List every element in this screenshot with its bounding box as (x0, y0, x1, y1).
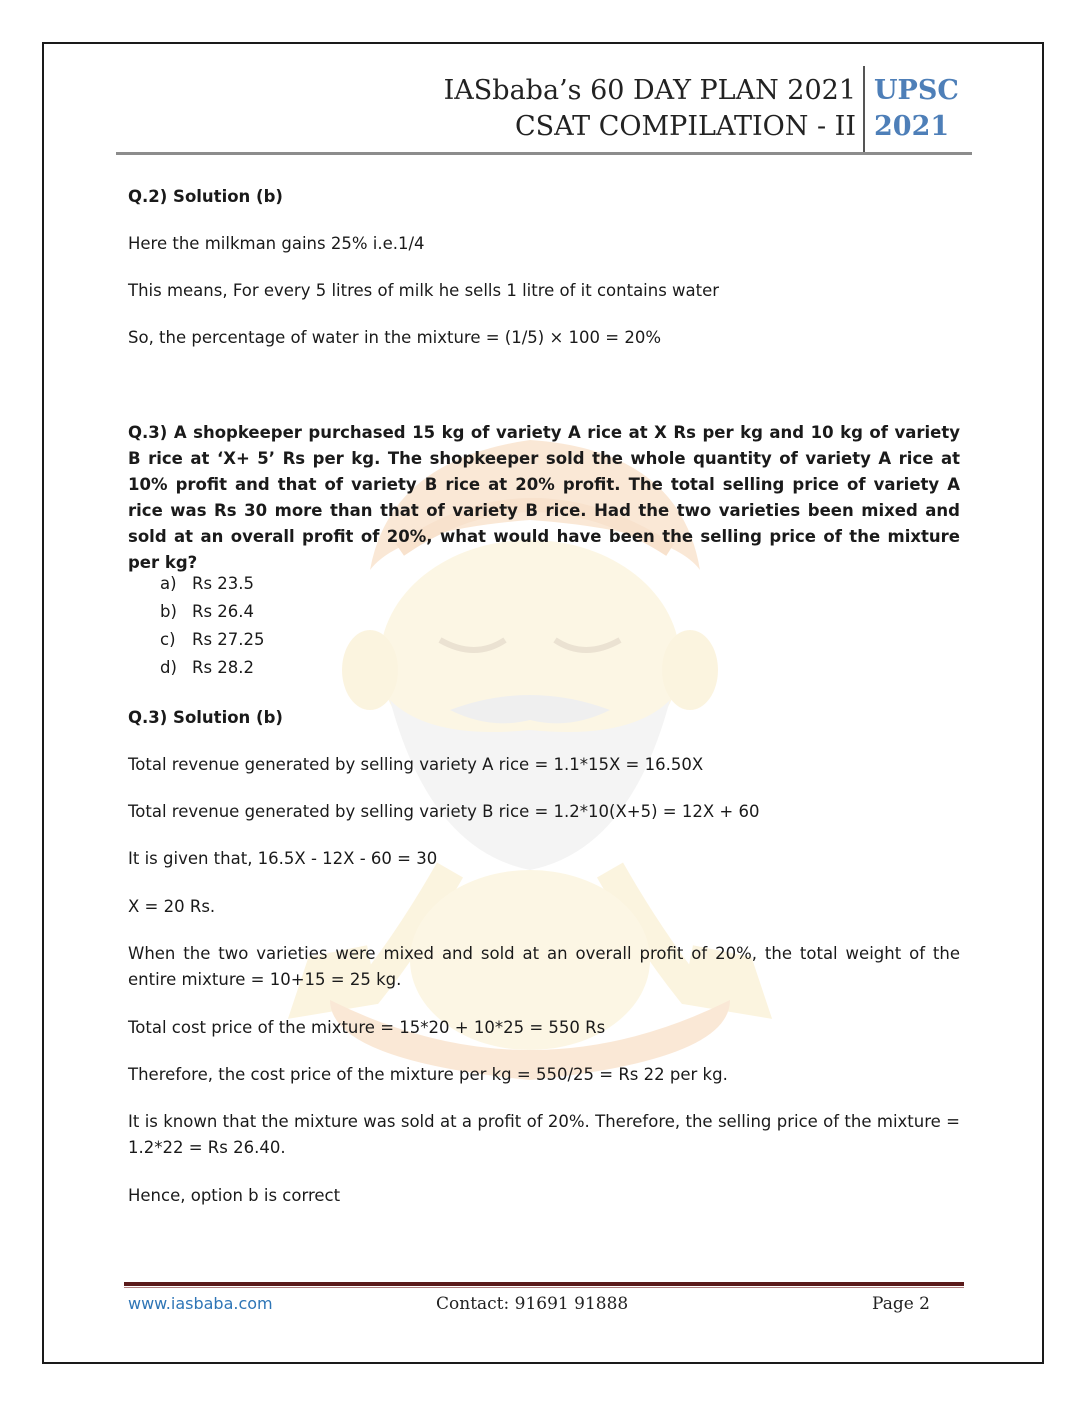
q3-option (160, 599, 254, 625)
q3-solution-line: Total revenue generated by selling variety B rice = 1.2*10(X+5) = 12X + 60 (128, 802, 760, 821)
title-line-2: CSAT COMPILATION - II (514, 111, 856, 142)
document-title (444, 73, 856, 145)
header-rule (116, 152, 972, 155)
badge-line-1: UPSC (874, 75, 959, 106)
option-text: Rs 28.2 (192, 658, 255, 677)
q3-solution-line: X = 20 Rs. (128, 897, 216, 916)
option-text: Rs 27.25 (192, 630, 265, 649)
q3-option (160, 655, 254, 681)
q3-solution-line: Total cost price of the mixture = 15*20 + 10*25 = 550 Rs (128, 1018, 606, 1037)
q3-solution-line: It is known that the mixture was sold at a profit of 20%. Therefore, the selling price of the mixture = 1.2*22 = Rs 26.40. (128, 1112, 960, 1157)
option-text: Rs 26.4 (192, 602, 255, 621)
q2-solution-line: This means, For every 5 litres of milk he sells 1 litre of it contains water (128, 281, 720, 300)
header-divider (863, 66, 865, 152)
q3-solution-line: It is given that, 16.5X - 12X - 60 = 30 (128, 849, 438, 868)
contact-number: Contact: 91691 91888 (436, 1294, 629, 1314)
q2-solution-line: Here the milkman gains 25% i.e.1/4 (128, 234, 425, 253)
q2-solution-heading: Q.2) Solution (b) (128, 187, 283, 206)
option-label: b) (160, 602, 177, 621)
footer-rule (124, 1282, 964, 1286)
q3-solution-line: Therefore, the cost price of the mixture per kg = 550/25 = Rs 22 per kg. (128, 1065, 728, 1084)
q3-solution-line: Hence, option b is correct (128, 1186, 341, 1205)
q3-solution-heading: Q.3) Solution (b) (128, 708, 283, 727)
q3-option (160, 627, 265, 653)
q3-solution-line: When the two varieties were mixed and sold at an overall profit of 20%, the total weight of the entire mixture = 10+15 = 25 kg. (128, 944, 960, 989)
option-label: c) (160, 630, 176, 649)
title-line-1: IASbaba’s 60 DAY PLAN 2021 (443, 75, 856, 106)
q3-question: Q.3) A shopkeeper purchased 15 kg of variety A rice at X Rs per kg and 10 kg of variety B rice at ‘X+ 5’ Rs per kg. The shopkeeper sold the whole quantity of variety A rice at 10% profit and that of variety B rice at 20% profit. The total selling price of variety A rice was Rs 30 more than that of variety B rice. Had the two varieties been mixed and sold at an overall profit of 20%, what would have been the selling price of the mixture per kg? (128, 423, 960, 572)
q3-option (160, 571, 254, 597)
option-label: d) (160, 658, 177, 677)
page-number: Page 2 (872, 1294, 930, 1314)
website-link[interactable]: www.iasbaba.com (128, 1294, 273, 1313)
upsc-badge (874, 73, 959, 145)
q3-solution-line: Total revenue generated by selling variety A rice = 1.1*15X = 16.50X (128, 755, 704, 774)
option-label: a) (160, 574, 177, 593)
footer-rule-thin (124, 1287, 964, 1288)
q2-solution-line: So, the percentage of water in the mixture = (1/5) × 100 = 20% (128, 328, 662, 347)
badge-line-2: 2021 (874, 111, 950, 142)
option-text: Rs 23.5 (192, 574, 255, 593)
